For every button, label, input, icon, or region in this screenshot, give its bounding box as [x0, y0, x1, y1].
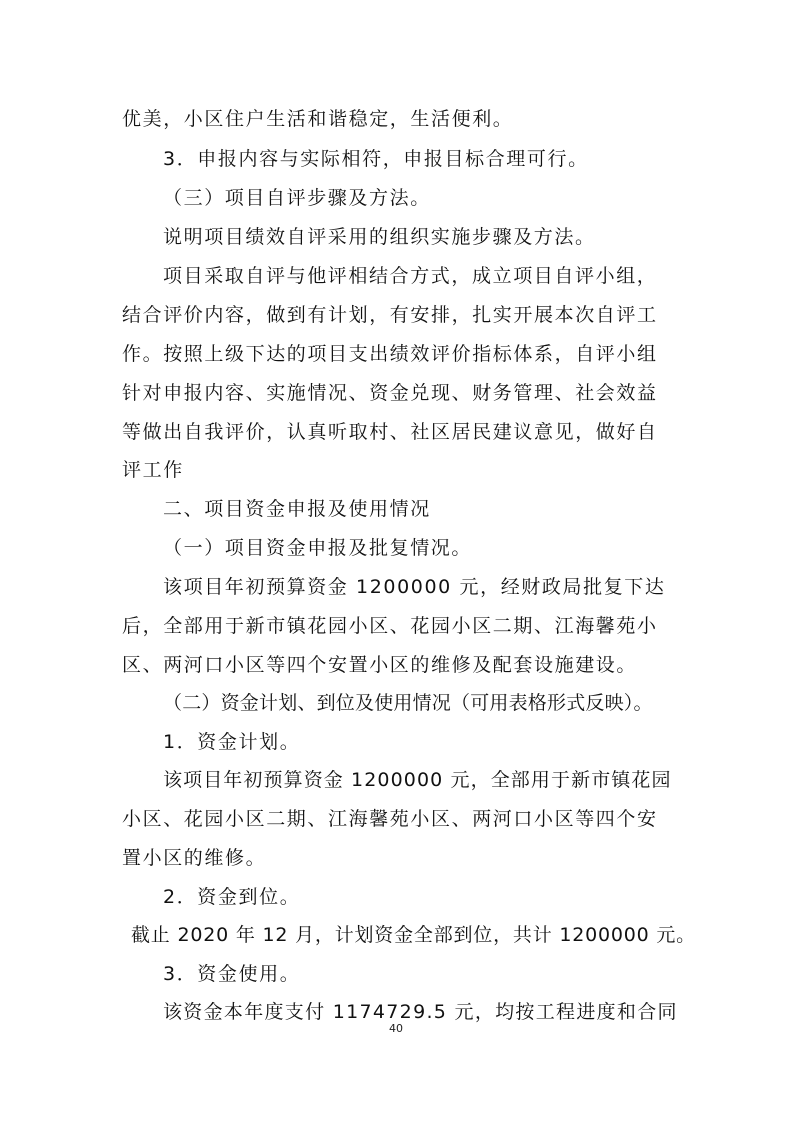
paragraph-line: 针对申报内容、实施情况、资金兑现、财务管理、社会效益	[122, 382, 658, 404]
paragraph-line: 说明项目绩效自评采用的组织实施步骤及方法。	[163, 226, 596, 248]
paragraph-line: 小区、花园小区二期、江海馨苑小区、两河口小区等四个安	[122, 808, 658, 830]
paragraph-line: 1．资金计划。	[163, 731, 301, 753]
paragraph-line: 等做出自我评价，认真听取村、社区居民建议意见，做好自	[122, 421, 658, 443]
paragraph-line: 截止 2020 年 12 月，计划资金全部到位，共计 1200000 元。	[131, 924, 696, 946]
paragraph-line: 项目采取自评与他评相结合方式，成立项目自评小组，	[163, 265, 658, 287]
section-heading: （二）资金计划、到位及使用情况（可用表格形式反映）。	[163, 692, 653, 714]
paragraph-line: 后，全部用于新市镇花园小区、花园小区二期、江海馨苑小	[122, 615, 658, 637]
paragraph-line: 结合评价内容，做到有计划，有安排，扎实开展本次自评工	[122, 304, 658, 326]
section-heading: （三）项目自评步骤及方法。	[163, 187, 431, 209]
paragraph-line: 3．申报内容与实际相符，申报目标合理可行。	[163, 148, 589, 170]
paragraph-line: 评工作	[122, 459, 184, 481]
paragraph-line: 该项目年初预算资金 1200000 元，经财政局批复下达	[163, 576, 666, 598]
paragraph-line: 该项目年初预算资金 1200000 元，全部用于新市镇花园	[163, 769, 672, 791]
paragraph-line: 置小区的维修。	[122, 847, 267, 869]
section-heading: （一）项目资金申报及批复情况。	[163, 537, 473, 559]
paragraph-line: 作。按照上级下达的项目支出绩效评价指标体系，自评小组	[122, 343, 658, 365]
page-number: 40	[389, 1022, 403, 1035]
paragraph-line: 该资金本年度支付 1174729.5 元，均按工程进度和合同	[163, 1001, 678, 1023]
section-heading: 二、项目资金申报及使用情况	[163, 498, 431, 520]
paragraph-line: 2．资金到位。	[163, 886, 301, 908]
paragraph-line: 区、两河口小区等四个安置小区的维修及配套设施建设。	[122, 654, 638, 676]
paragraph-line: 优美，小区住户生活和谐稳定，生活便利。	[122, 108, 514, 130]
paragraph-line: 3．资金使用。	[163, 963, 301, 985]
